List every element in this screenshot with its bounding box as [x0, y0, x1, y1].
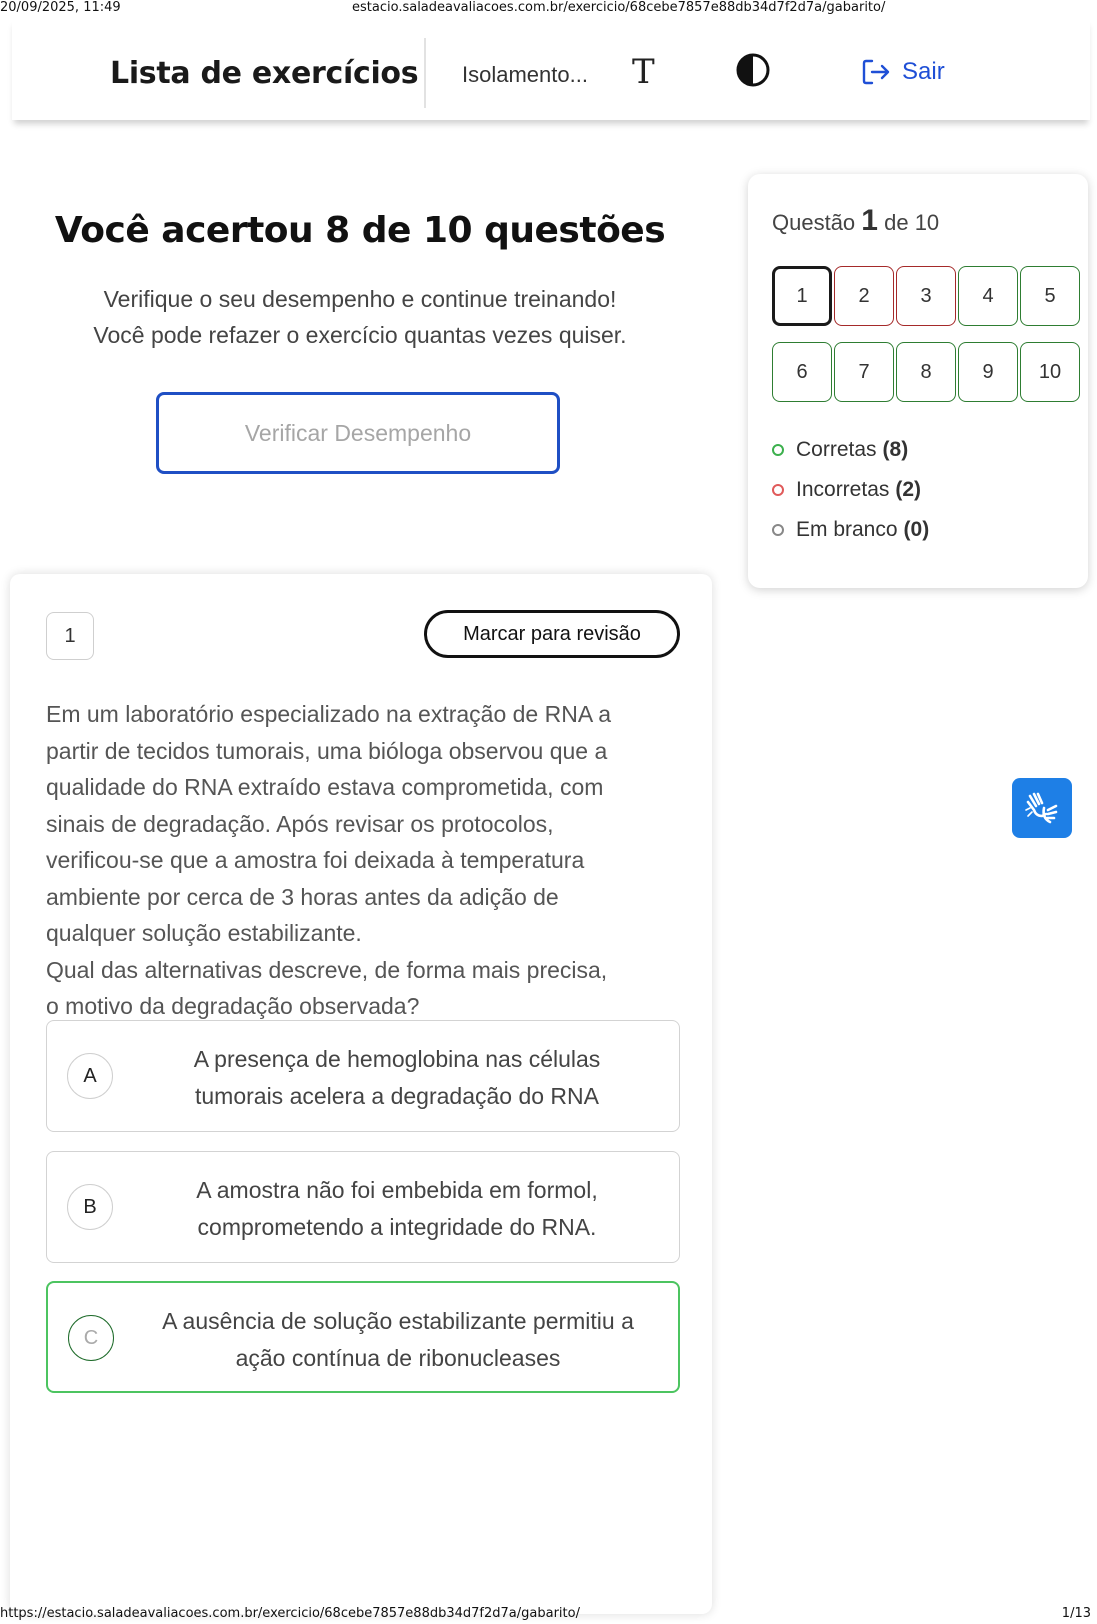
option-a[interactable]: [46, 1020, 680, 1132]
question-line: sinais de degradação. Após revisar os protocolos,: [46, 810, 554, 837]
navigator-suffix: de 10: [884, 210, 940, 235]
question-nav-8[interactable]: 8: [896, 342, 956, 402]
option-text-line: A amostra não foi embebida em formol,: [196, 1177, 598, 1203]
results-heading: Você acertou 8 de 10 questões: [54, 210, 666, 251]
page-title: Lista de exercícios: [110, 56, 419, 91]
verify-performance-button[interactable]: Verificar Desempenho: [156, 392, 560, 474]
incorrect-dot-icon: [772, 484, 784, 496]
print-footer: [0, 1606, 1097, 1624]
option-letter: B: [67, 1184, 113, 1230]
option-b[interactable]: [46, 1151, 680, 1263]
legend-correct-label: Corretas: [796, 438, 877, 461]
option-text-line: comprometendo a integridade do RNA.: [197, 1213, 597, 1240]
exit-label: Sair: [902, 58, 945, 85]
question-nav-5[interactable]: 5: [1020, 266, 1080, 326]
navigator-heading: [772, 204, 939, 238]
contrast-icon[interactable]: [735, 52, 771, 88]
question-nav-6[interactable]: 6: [772, 342, 832, 402]
print-page-number: 1/13: [1061, 1606, 1091, 1621]
legend-incorrect: [772, 470, 929, 510]
mark-for-review-button[interactable]: Marcar para revisão: [424, 610, 680, 658]
question-nav-2[interactable]: 2: [834, 266, 894, 326]
question-line: qualquer solução estabilizante.: [46, 920, 362, 946]
legend-blank-count: (0): [903, 518, 930, 541]
print-footer-url: https://estacio.saladeavaliacoes.com.br/exercicio/68cebe7857e88db34d7f2d7a/gabarito/: [0, 1606, 580, 1621]
legend-incorrect-label: Incorretas: [796, 478, 890, 501]
navigator-current: 1: [861, 204, 878, 237]
legend-correct-count: (8): [882, 438, 909, 461]
question-nav-3[interactable]: 3: [896, 266, 956, 326]
question-card: [10, 574, 712, 1614]
sign-language-hands-icon: [1022, 788, 1062, 828]
question-nav-9[interactable]: 9: [958, 342, 1018, 402]
results-description: [10, 281, 710, 353]
top-header: [12, 18, 1090, 120]
question-number: 1: [46, 612, 94, 660]
print-datetime: 20/09/2025, 11:49: [0, 0, 121, 15]
status-legend: [772, 430, 929, 550]
question-nav-1[interactable]: 1: [772, 266, 832, 326]
option-letter: A: [67, 1053, 113, 1099]
question-nav-10[interactable]: 10: [1020, 342, 1080, 402]
question-line: Em um laboratório especializado na extração de RNA a: [46, 701, 612, 727]
header-divider: [424, 38, 426, 108]
question-line: partir de tecidos tumorais, uma bióloga observou que a: [46, 737, 608, 764]
blank-dot-icon: [772, 524, 784, 536]
font-size-icon[interactable]: T: [632, 52, 655, 92]
option-text-line: ação contínua de ribonucleases: [235, 1344, 561, 1371]
option-text: [127, 1041, 667, 1114]
subject-title[interactable]: Isolamento...: [462, 62, 588, 87]
question-navigator: [748, 174, 1088, 588]
legend-blank: [772, 510, 929, 550]
question-line: ambiente por cerca de 3 horas antes da adição de: [46, 883, 559, 910]
legend-blank-label: Em branco: [796, 518, 898, 541]
navigator-prefix: Questão: [772, 210, 856, 235]
exit-button[interactable]: [860, 56, 945, 88]
correct-dot-icon: [772, 444, 784, 456]
question-nav-4[interactable]: 4: [958, 266, 1018, 326]
option-text-line: A ausência de solução estabilizante permitiu a: [162, 1308, 634, 1334]
sign-language-button[interactable]: [1012, 778, 1072, 838]
question-grid: [772, 266, 1080, 402]
question-line: o motivo da degradação observada?: [46, 993, 420, 1019]
question-text: [46, 696, 686, 1025]
option-text-line: A presença de hemoglobina nas células: [193, 1046, 601, 1072]
question-line: Qual das alternativas descreve, de forma mais precisa,: [46, 956, 608, 983]
option-text-line: tumorais acelera a degradação do RNA: [194, 1082, 599, 1109]
legend-correct: [772, 430, 929, 470]
results-line-1: Verifique o seu desempenho e continue treinando!: [103, 286, 617, 312]
option-text: [127, 1172, 667, 1245]
question-line: qualidade do RNA extraído estava comprometida, com: [46, 774, 604, 800]
question-line: verificou-se que a amostra foi deixada à temperatura: [46, 847, 585, 873]
logout-icon: [860, 56, 892, 88]
option-c[interactable]: [46, 1281, 680, 1393]
option-text: [128, 1303, 668, 1376]
question-nav-7[interactable]: 7: [834, 342, 894, 402]
print-header: [0, 0, 1097, 16]
option-letter: C: [68, 1315, 114, 1361]
legend-incorrect-count: (2): [895, 478, 922, 501]
results-line-2: Você pode refazer o exercício quantas vezes quiser.: [93, 322, 627, 348]
results-summary: [10, 210, 710, 353]
print-url: estacio.saladeavaliacoes.com.br/exercicio/68cebe7857e88db34d7f2d7a/gabarito/: [352, 0, 886, 15]
